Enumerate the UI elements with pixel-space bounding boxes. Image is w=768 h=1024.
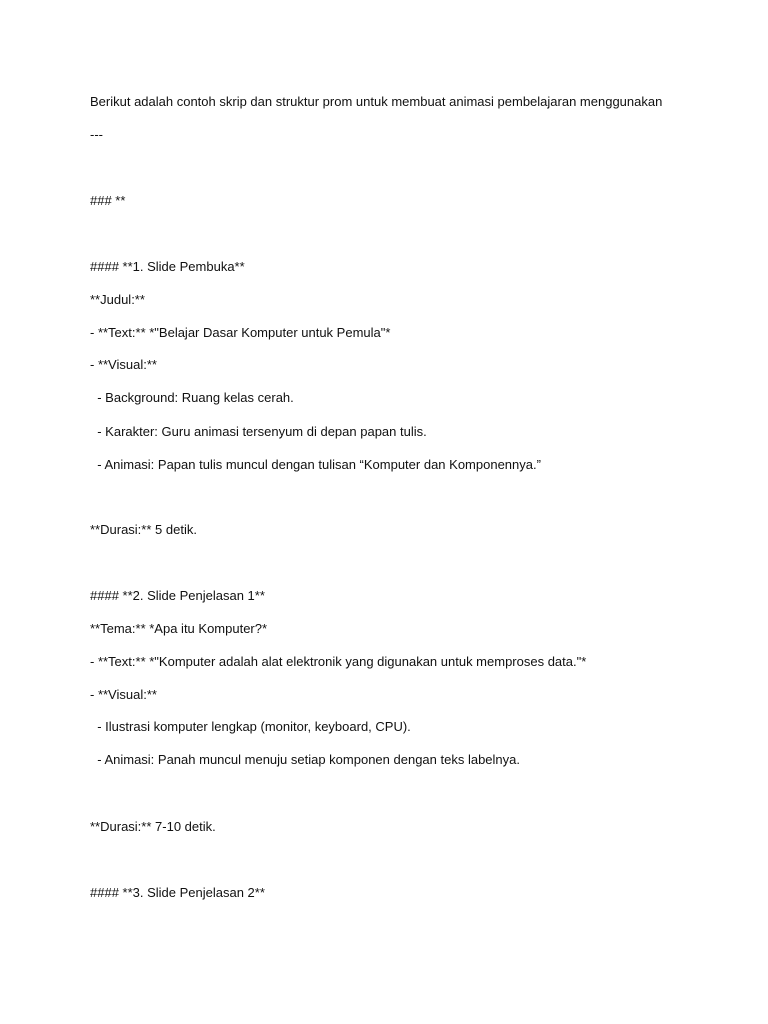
slide-2-animation: - Animasi: Panah muncul menuju setiap komponen dengan teks labelnya. bbox=[90, 752, 520, 767]
slide-1-animation: - Animasi: Papan tulis muncul dengan tulisan “Komputer dan Komponennya.” bbox=[90, 457, 541, 472]
slide-1-character: - Karakter: Guru animasi tersenyum di depan papan tulis. bbox=[90, 424, 427, 439]
slide-2-duration: **Durasi:** 7-10 detik. bbox=[90, 819, 216, 834]
heading-line: ### ** bbox=[90, 193, 126, 208]
slide-3-heading: #### **3. Slide Penjelasan 2** bbox=[90, 885, 265, 900]
separator-line: --- bbox=[90, 127, 103, 142]
slide-1-visual-label: - **Visual:** bbox=[90, 357, 157, 372]
slide-2-theme: **Tema:** *Apa itu Komputer?* bbox=[90, 621, 268, 636]
slide-2-illustration: - Ilustrasi komputer lengkap (monitor, keyboard, CPU). bbox=[90, 719, 411, 734]
slide-1-text: - **Text:** *"Belajar Dasar Komputer untuk Pemula"* bbox=[90, 325, 391, 340]
slide-1-background: - Background: Ruang kelas cerah. bbox=[90, 390, 294, 405]
slide-2-heading: #### **2. Slide Penjelasan 1** bbox=[90, 588, 265, 603]
slide-2-text: - **Text:** *"Komputer adalah alat elektronik yang digunakan untuk memproses data."* bbox=[90, 654, 587, 669]
slide-1-heading: #### **1. Slide Pembuka** bbox=[90, 259, 245, 274]
slide-1-title-label: **Judul:** bbox=[90, 292, 145, 307]
slide-1-duration: **Durasi:** 5 detik. bbox=[90, 522, 197, 537]
slide-2-visual-label: - **Visual:** bbox=[90, 687, 157, 702]
intro-line: Berikut adalah contoh skrip dan struktur prom untuk membuat animasi pembelajaran menggunakan bbox=[90, 94, 663, 109]
